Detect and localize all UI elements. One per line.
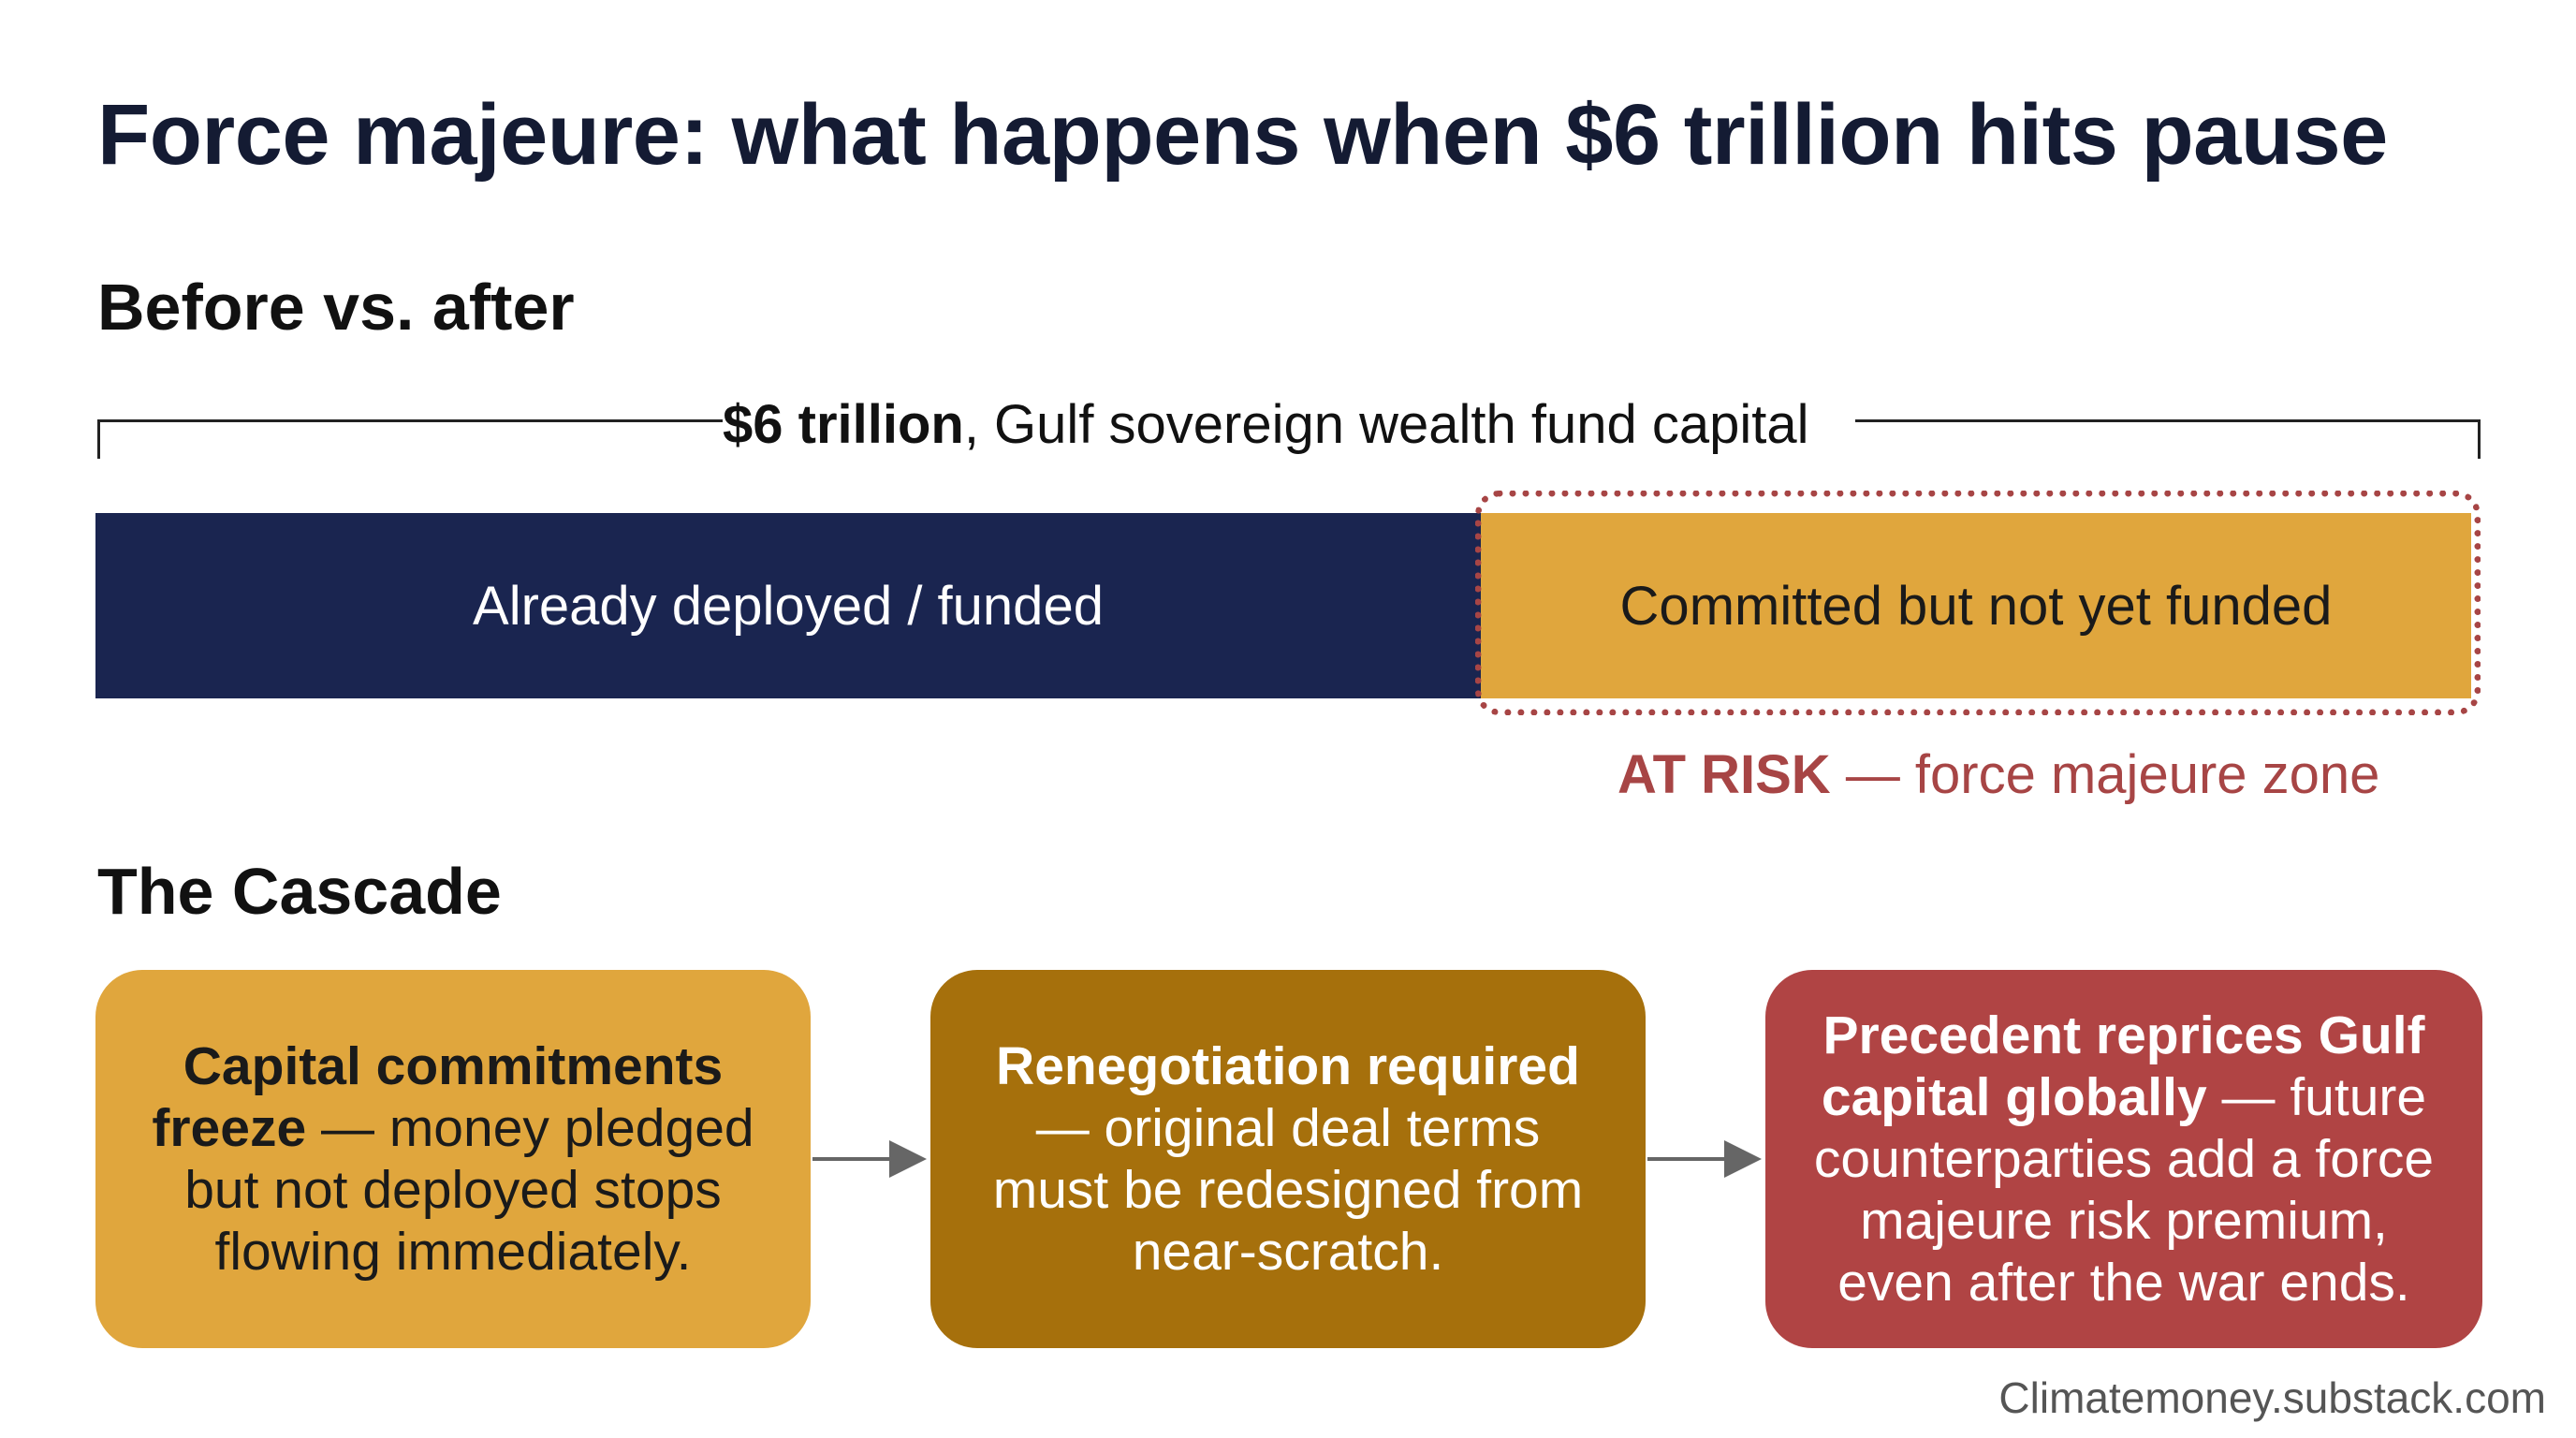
cascade-heading: The Cascade (97, 855, 502, 928)
cascade-step-description: — future counterparties add a force majeure risk premium, even after the war ends. (1813, 1067, 2435, 1313)
total-capital-amount: $6 trillion (723, 394, 964, 455)
deployed-label: Already deployed / funded (473, 575, 1104, 637)
risk-zone-description: — force majeure zone (1830, 744, 2380, 805)
cascade-step-title: Renegotiation required (996, 1036, 1580, 1096)
source-credit: Climatemoney.substack.com (1998, 1373, 2546, 1422)
cascade-step-description: — money pledged but not deployed stops flowing immediately. (184, 1098, 754, 1282)
cascade-step-description: — original deal terms must be redesigned from near-scratch. (992, 1098, 1584, 1282)
page-title: Force majeure: what happens when $6 trillion hits pause (97, 87, 2388, 183)
committed-label: Committed but not yet funded (1619, 575, 2333, 637)
risk-zone-tag: AT RISK (1617, 744, 1831, 805)
cascade-step-title: Precedent reprices Gulf capital globally (1821, 1005, 2425, 1127)
cascade-step-title: Capital commitments freeze (152, 1036, 724, 1158)
before-after-heading: Before vs. after (97, 271, 575, 344)
total-capital-description: , Gulf sovereign wealth fund capital (963, 394, 1809, 455)
